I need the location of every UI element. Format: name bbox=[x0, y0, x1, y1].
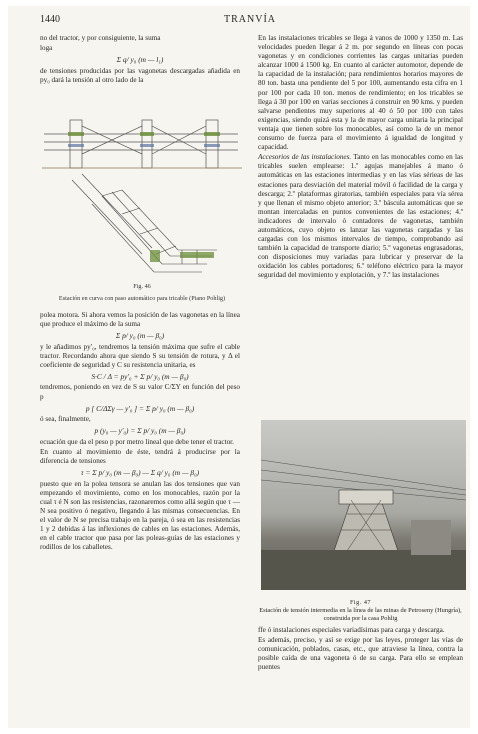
fig-47-caption: Estación de tensión intermedia en la línea de las minas de Petroseny (Hungría), construida por la casa Pohlig bbox=[259, 607, 462, 623]
left-para8: puesto que en la polea tensora se anulan las dos tensiones que van empezando el movimiento, como en los monocables, razón por la cual τ é N son las resistencias, razonaremos como allá según que τ — N sea positivo ó negativo, llegando á las mismas consecuencias. En el valor de N se precisa trabajo en la pareja, ó sea en las resistencias 1 y 2 debidas á las inflexiones de cables en las estaciones. Además, en el cable tractor que pasa por las poleas-guías de las estaciones y rodillos de los caballetes. bbox=[40, 479, 240, 552]
right-para1: En las instalaciones tricables se llega á vanos de 1000 y 1350 m. Las velocidades pueden llegar á 2 m. por segundo en líneas con pocas vagonetas y en condiciones corrientes las cargas unitarias pueden alcanzar 1000 á 1500 kg. En cuanto al carácter automotor, depende de la capacidad de la instalación; para rendimientos horarios mayores de 80 ton. basta una pendiente del 5 por 100, aumentando esta cifra en 1 por 100 por cada 10 ton. menos de rendimiento; en los tricables se llega á 30 por 100 en varias secciones á construir en 90 kms. y pueden salvarse pendientes muy superiores al 40 ó 50 por 100 con tales exigencias, siendo quizá esta y la de mayor carga unitaria la principal ventaja que tienen sobre los monocables, así como la de un menor consumo de fuerza para el movimiento á igualdad de longitud y capacidad. bbox=[258, 34, 463, 152]
left-para6: ecuación que da el peso p por metro lineal que debe tener el tractor. bbox=[40, 437, 234, 446]
right-para3: ffe ó instalaciones especiales variadísimas para carga y descarga. bbox=[258, 626, 445, 634]
fig-46-caption: Estación en curva con paso automático para tricable (Piano Pohlig) bbox=[58, 295, 226, 302]
left-para1: de tensiones producidas por las vagonetas descargadas añadida en py₀ dará la tensión al otro lado de la bbox=[40, 66, 240, 84]
right-para4: Es además, preciso, y así se exige por las leyes, proteger las vías de comunicación, poblados, casas, etc., que atraviese la línea, contra la posible caída de una vagoneta ó de su carga. Para ello se emplean puentes bbox=[258, 636, 463, 672]
left-column-top bbox=[40, 34, 240, 86]
page-number: 1440 bbox=[40, 14, 60, 25]
left-para3: y le añadimos py′₀, tendremos la tensión máxima que sufre el cable tractor. Recordando ahora que siendo S su tensión de rotura, y Δ el coeficiente de seguridad y C su resistencia unitaria, es bbox=[40, 342, 240, 369]
left-column-bottom bbox=[40, 311, 240, 553]
right-para2-text: Tanto en las monocables como en las tricables suelen emplearse: 1.º agujas manejables á mano ó automáticas en las estaciones intermedias y en las vías sérieas de las estaciones para desviación del material móvil ó facilidad de la carga y descarga; 2.º plataformas giratorias, también especiales para vía sérea y que llenan el mismo objeto anterior; 3.º báscula automáticas que se montan intercaladas en puntos convenientes de las estaciones; 4.º indicadores de intervalo ó contadores de vagonetas, también automáticos, cuyo objeto es lanzar las vagonetas cargadas y las cargadas con los mismos intervalos de tiempo, comprobando así también la capacidad de transporte diario; 5.º vagonetas engrasadoras, con disposiciones muy variadas para lubricar y preservar de la oxidación los cables portadores; 6.º teléfono eléctrico para la mayor seguridad del movimiento y explotación, y 7.º las instalaciones bbox=[258, 153, 464, 280]
page-sheet bbox=[8, 6, 470, 728]
fig-47-captions bbox=[258, 598, 463, 623]
left-para4: tendremos, poniendo en vez de S su valor C/ΣY en función del peso p bbox=[40, 383, 240, 401]
page-header bbox=[40, 14, 460, 28]
fig-47-number: Fig. 47 bbox=[349, 599, 372, 606]
left-para7: En cuanto al movimiento de éste, tendrá á producirse por la diferencia de tensiones bbox=[40, 447, 240, 465]
fig-47-drawing bbox=[261, 420, 466, 590]
left-intro: no del tractor, y por consiguiente, la suma bbox=[40, 34, 161, 42]
fig-47-photo bbox=[261, 420, 466, 590]
formula-5: p (y₀ — y′₀) = Σ p/ y₀ (m — β₀) bbox=[94, 426, 186, 436]
fig-46-drawing bbox=[42, 114, 242, 304]
left-para5: ó sea, finalmente, bbox=[40, 415, 91, 424]
formula-3: S·C / Δ = py′₀ + Σ p/ y₀ (m — β₀) bbox=[91, 371, 189, 381]
right-column-top bbox=[258, 34, 463, 282]
formula-1: Σ q/ y₀ (m — l₁) bbox=[116, 55, 164, 65]
right-column-bottom bbox=[258, 626, 463, 673]
formula-4: p [ C/ΔΣγ — y′₀ ] = Σ p/ y₀ (m — β₀) bbox=[85, 403, 195, 413]
left-para2: polea motora. Si ahora vemos la posición de las vagonetas en la línea que produce el máximo de la suma bbox=[40, 311, 240, 329]
left-intro2: loga bbox=[40, 44, 53, 53]
page-title: TRANVÍA bbox=[224, 14, 276, 25]
formula-6: τ = Σ p/ y₀ (m — β₀) — Σ q/ y₀ (m — β₀) bbox=[80, 468, 200, 478]
formula-2: Σ p/ y₀ (m — β₀) bbox=[115, 331, 165, 341]
right-para2-lead: Accesorios de las instalaciones. bbox=[258, 153, 352, 162]
fig-46-number: Fig. 46 bbox=[133, 283, 151, 290]
right-para2 bbox=[258, 153, 463, 280]
